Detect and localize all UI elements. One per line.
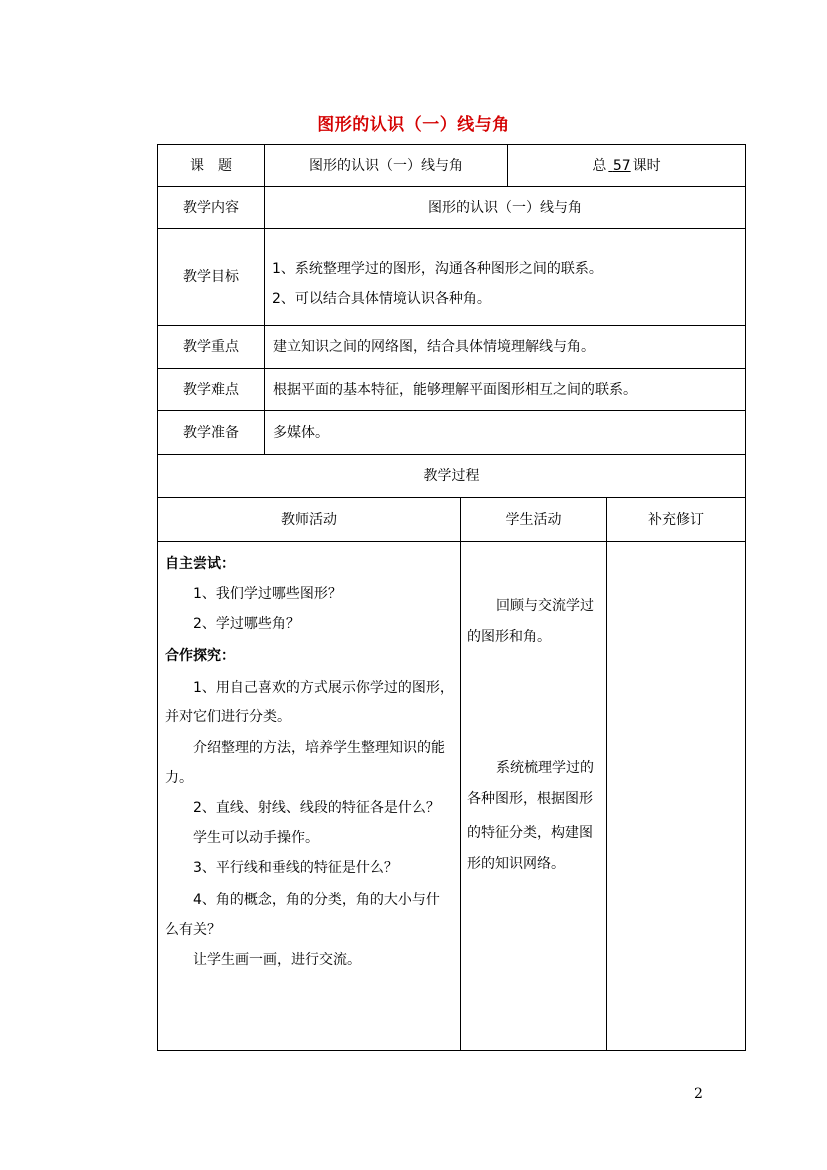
student-line: 各种图形，根据图形 bbox=[467, 791, 593, 807]
goals-label bbox=[158, 229, 264, 325]
teacher-line: 3、平行线和垂线的特征是什么？ bbox=[193, 860, 398, 876]
prep-value bbox=[265, 411, 745, 454]
page-number: 2 bbox=[694, 1086, 703, 1102]
teacher-line: 2、直线、射线、线段的特征各是什么？ bbox=[193, 800, 440, 816]
topic-label-text: 课 题 bbox=[190, 157, 232, 174]
column-divider bbox=[606, 497, 607, 1050]
key-label-text: 教学重点 bbox=[183, 339, 239, 355]
difficulty-value bbox=[265, 369, 745, 410]
student-column-header-text: 学生活动 bbox=[505, 511, 562, 528]
difficulty-label bbox=[158, 369, 264, 410]
page-title: 图形的认识（一）线与角 bbox=[317, 115, 510, 135]
total-lessons bbox=[508, 145, 745, 186]
process-header-text: 教学过程 bbox=[423, 468, 480, 484]
student-line: 的特征分类，构建图 bbox=[467, 825, 593, 841]
content-label-text: 教学内容 bbox=[183, 199, 239, 216]
table-border-right bbox=[745, 144, 746, 1051]
student-line: 回顾与交流学过 bbox=[496, 598, 594, 614]
total-number bbox=[606, 159, 632, 173]
table-border-bottom bbox=[157, 1050, 746, 1051]
teacher-line: 让学生画一画，进行交流。 bbox=[193, 952, 361, 968]
process-header bbox=[158, 455, 745, 497]
key-value bbox=[265, 326, 745, 368]
topic-value bbox=[265, 145, 507, 186]
cooperative-heading: 合作探究： bbox=[165, 648, 235, 664]
teacher-column-header bbox=[158, 498, 460, 541]
teacher-column-header-text: 教师活动 bbox=[281, 511, 337, 528]
key-value-text: 建立知识之间的网络图，结合具体情境理解线与角。 bbox=[273, 339, 595, 355]
student-column-header bbox=[461, 498, 606, 541]
student-line: 的图形和角。 bbox=[467, 629, 551, 645]
student-line: 形的知识网络。 bbox=[467, 856, 565, 872]
goal-item-2: 2、可以结合具体情境认识各种角。 bbox=[272, 291, 491, 307]
teacher-line: 2、学过哪些角？ bbox=[193, 616, 300, 632]
teacher-line: 介绍整理的方法，培养学生整理知识的能 bbox=[193, 740, 445, 756]
content-value bbox=[265, 187, 745, 228]
difficulty-label-text: 教学难点 bbox=[183, 381, 239, 398]
total-number-value: 57 bbox=[612, 157, 631, 174]
teacher-line: 学生可以动手操作。 bbox=[193, 830, 319, 846]
prep-label bbox=[158, 411, 264, 454]
teacher-line: 1、用自己喜欢的方式展示你学过的图形， bbox=[193, 680, 454, 696]
topic-label bbox=[158, 145, 264, 186]
student-line: 系统梳理学过的 bbox=[496, 760, 594, 776]
row-divider bbox=[157, 541, 746, 542]
total-suffix: 课时 bbox=[632, 157, 661, 174]
topic-value-text: 图形的认识（一）线与角 bbox=[309, 157, 463, 174]
teacher-line: 并对它们进行分类。 bbox=[165, 709, 291, 725]
self-try-heading: 自主尝试： bbox=[165, 556, 235, 572]
teacher-line: 力。 bbox=[165, 770, 193, 786]
content-value-text: 图形的认识（一）线与角 bbox=[428, 199, 582, 216]
prep-value-text: 多媒体。 bbox=[273, 424, 329, 441]
content-label bbox=[158, 187, 264, 228]
revision-column-header-text: 补充修订 bbox=[648, 511, 704, 528]
teacher-line: 1、我们学过哪些图形？ bbox=[193, 586, 342, 602]
goals-label-text: 教学目标 bbox=[183, 269, 239, 285]
prep-label-text: 教学准备 bbox=[183, 424, 239, 441]
key-label bbox=[158, 326, 264, 368]
revision-column-header bbox=[607, 498, 745, 541]
teacher-line: 么有关？ bbox=[165, 922, 221, 938]
column-divider bbox=[460, 497, 461, 1050]
teacher-line: 4、角的概念，角的分类，角的大小与什 bbox=[193, 892, 440, 908]
difficulty-value-text: 根据平面的基本特征，能够理解平面图形相互之间的联系。 bbox=[273, 381, 637, 398]
total-prefix: 总 bbox=[592, 157, 607, 174]
goal-item-1: 1、系统整理学过的图形，沟通各种图形之间的联系。 bbox=[272, 261, 603, 277]
